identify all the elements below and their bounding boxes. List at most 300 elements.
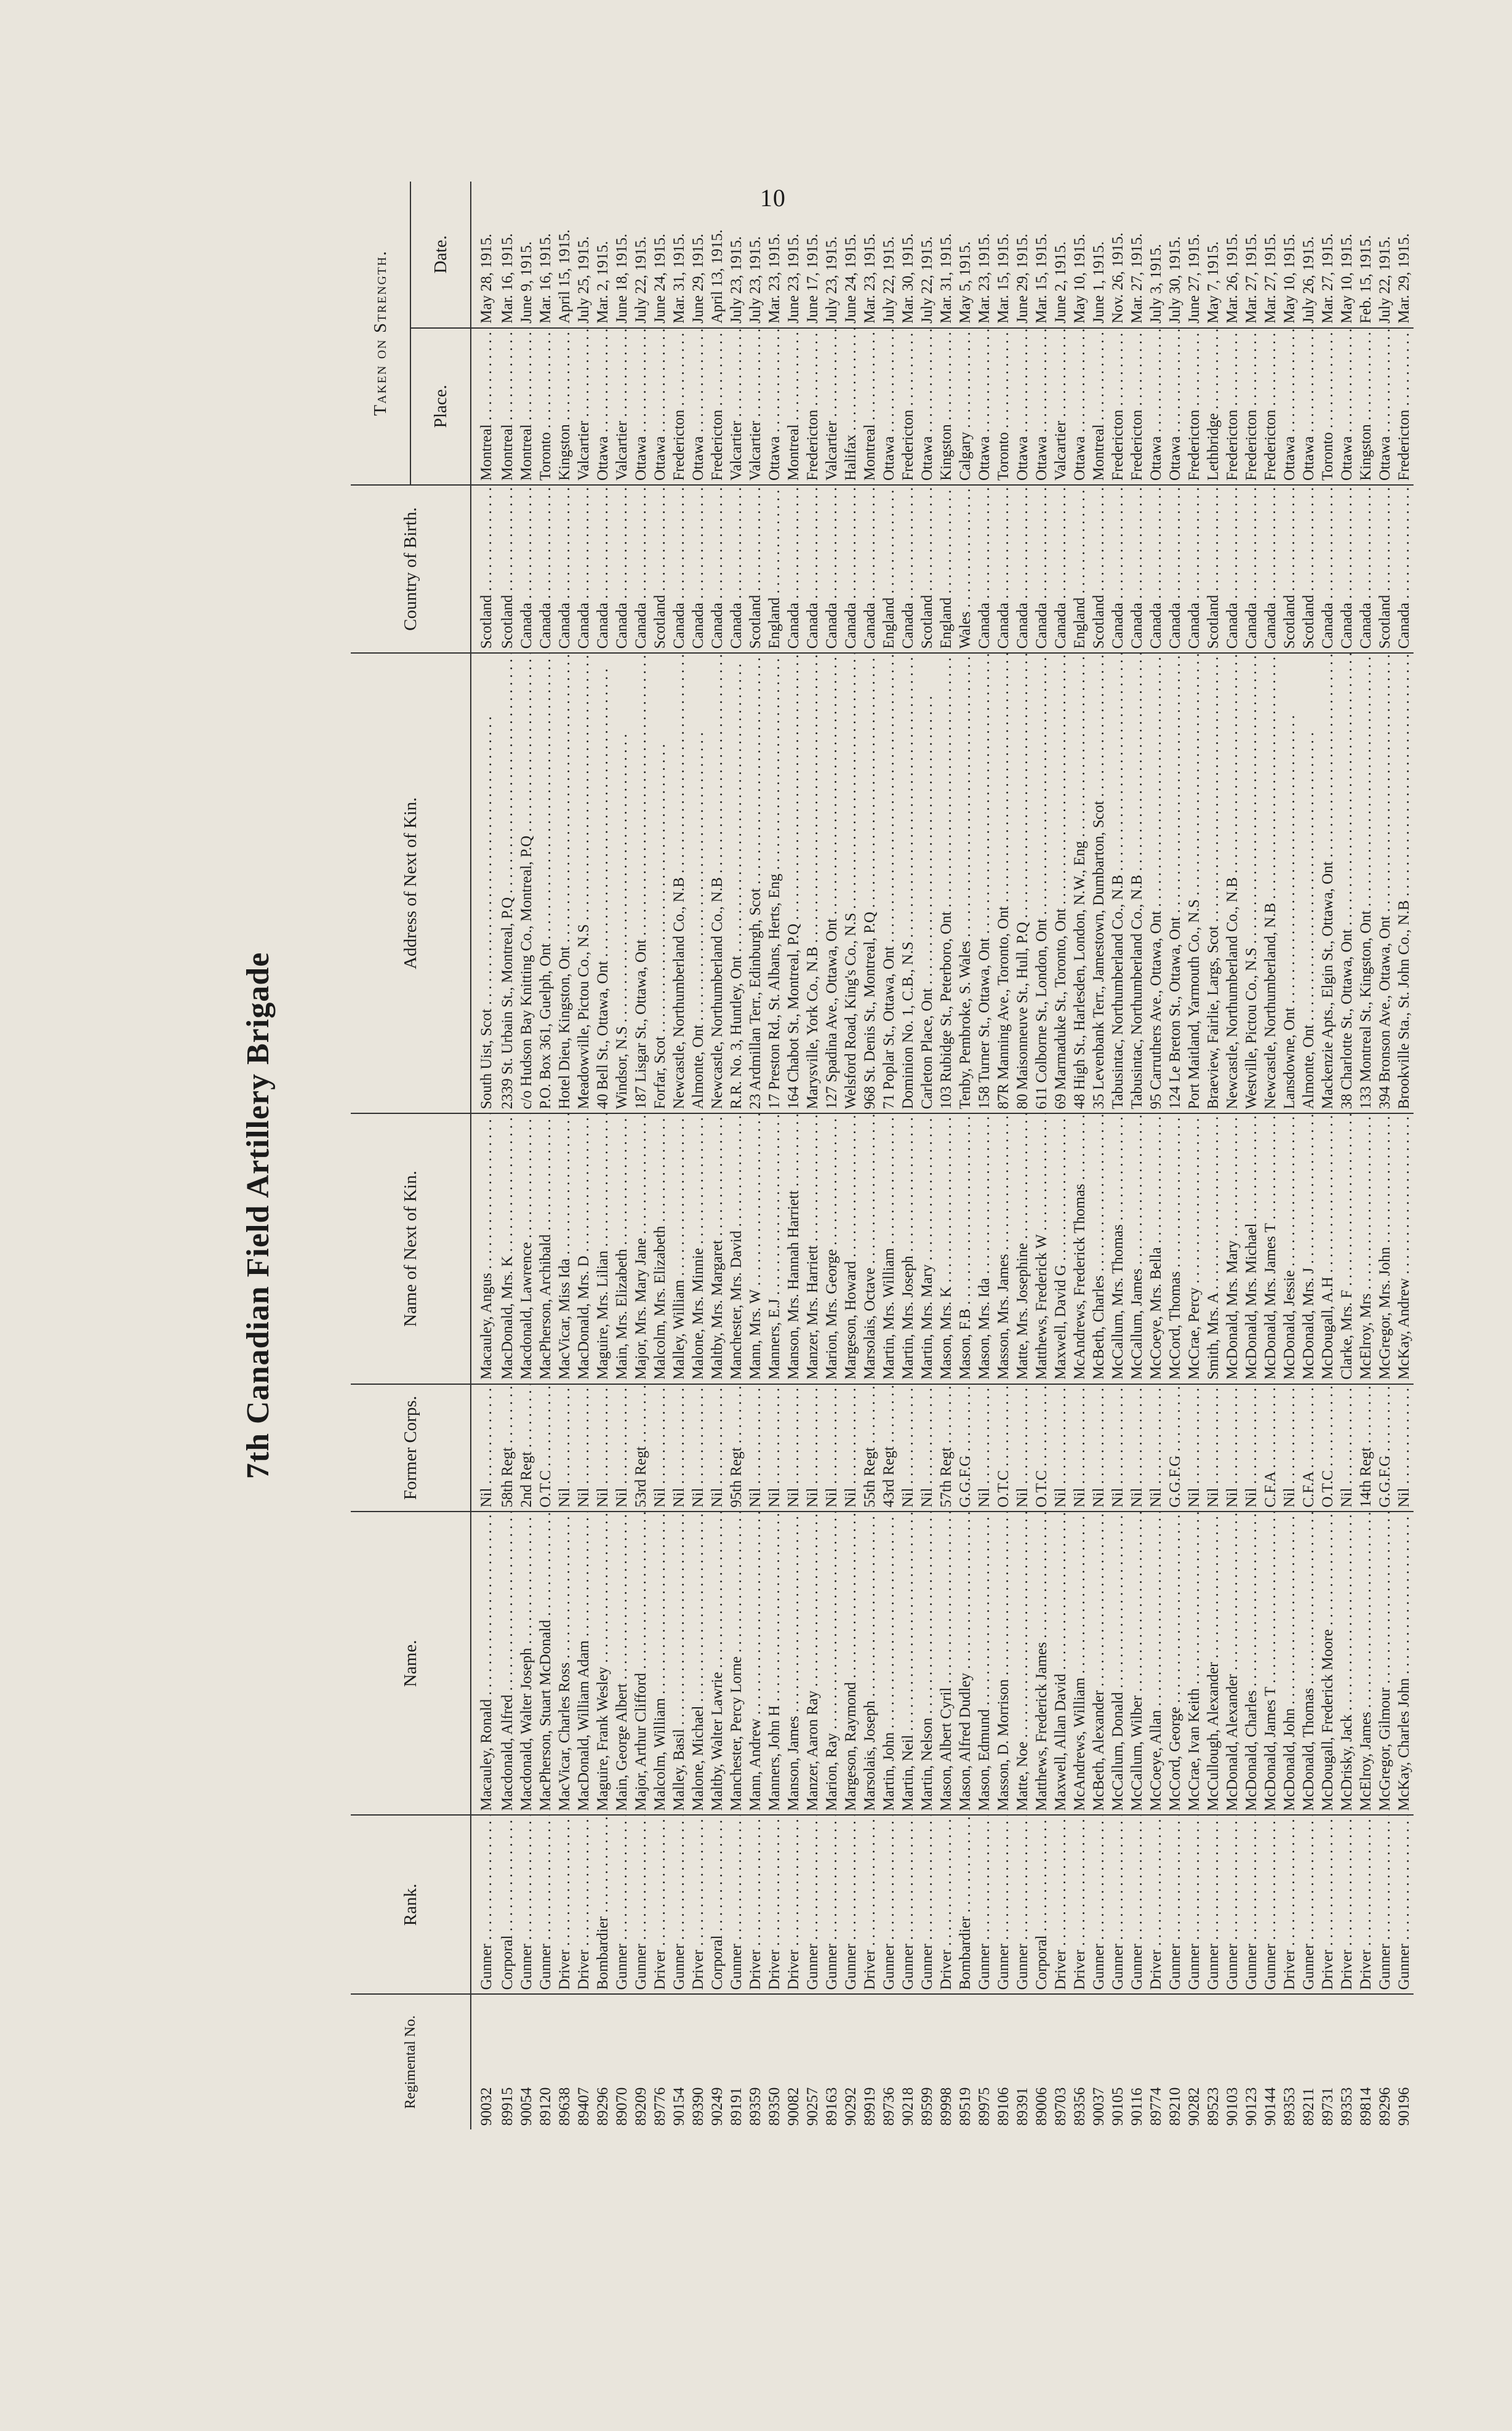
- name-text: McDonald, Alexander . . .: [1224, 1512, 1241, 1811]
- place-text: Montreal . . .: [785, 328, 802, 481]
- cell-place: [670, 328, 689, 485]
- next-of-kin-text: Margeson, Howard . . .: [842, 1113, 859, 1379]
- address-text: Tabusintac, Northumberland Co., N.B . . .: [1110, 653, 1126, 1109]
- cell-country-of-birth: [1127, 485, 1146, 653]
- next-of-kin-text: McDonald, Mrs. J . . .: [1300, 1113, 1317, 1379]
- regimental-no-text: 90037: [1090, 2087, 1107, 2126]
- cell-address: [937, 653, 956, 1113]
- table-row: [956, 182, 975, 2129]
- cell-former-corps: [1185, 1384, 1204, 1512]
- date-text: June 24, 1915.: [652, 233, 668, 324]
- rank-text: Gunner . . .: [1262, 1815, 1279, 1990]
- cell-place: [471, 328, 498, 485]
- regimental-no-text: 89919: [862, 2087, 878, 2126]
- cell-country-of-birth: [1299, 485, 1318, 653]
- cell-name: [937, 1512, 956, 1816]
- former-corps-text: 58th Regt . . .: [499, 1384, 516, 1508]
- cell-date: [708, 182, 727, 328]
- former-corps-text: G.G.F.G . . .: [957, 1384, 974, 1508]
- cell-date: [498, 182, 517, 328]
- rank-text: Gunner . . .: [1224, 1815, 1241, 1990]
- cell-rank: [1204, 1815, 1223, 1994]
- cell-regimental-no: [765, 1994, 784, 2129]
- place-text: Ottawa . . .: [594, 328, 611, 481]
- next-of-kin-text: Manchester, Mrs. David . . .: [728, 1113, 745, 1379]
- address-text: Almonte, Ont . . .: [1300, 732, 1317, 1110]
- cell-next-of-kin: [1166, 1113, 1185, 1384]
- cell-date: [1394, 182, 1414, 328]
- rank-text: Driver . . .: [766, 1815, 783, 1990]
- cell-date: [574, 182, 593, 328]
- date-text: Mar. 2, 1915.: [594, 241, 611, 324]
- cell-rank: [975, 1815, 994, 1994]
- cell-former-corps: [631, 1384, 650, 1512]
- table-row: [1280, 182, 1299, 2129]
- cell-former-corps: [1146, 1384, 1166, 1512]
- place-text: Ottawa . . .: [976, 328, 993, 481]
- cell-country-of-birth: [708, 485, 727, 653]
- country-of-birth-text: Scotland . . .: [1377, 485, 1393, 649]
- country-of-birth-text: Canada . . .: [518, 485, 535, 649]
- cell-next-of-kin: [574, 1113, 593, 1384]
- cell-former-corps: [650, 1384, 670, 1512]
- table-row: [708, 182, 727, 2129]
- place-text: Kingston . . .: [1358, 328, 1374, 481]
- cell-former-corps: [879, 1384, 898, 1512]
- next-of-kin-text: McDonald, Mrs. Mary . . .: [1224, 1113, 1241, 1379]
- cell-former-corps: [1280, 1384, 1299, 1512]
- date-text: May 10, 1915.: [1071, 233, 1088, 324]
- date-text: May 28, 1915.: [478, 233, 495, 324]
- address-text: Brookville Sta., St. John Co., N.B . . .: [1396, 653, 1412, 1109]
- place-text: Halifax . . .: [842, 328, 859, 481]
- next-of-kin-text: McDonald, Mrs. Michael . . .: [1243, 1113, 1260, 1379]
- cell-regimental-no: [536, 1994, 555, 2129]
- cell-rank: [574, 1815, 593, 1994]
- cell-former-corps: [536, 1384, 555, 1512]
- rank-text: Driver . . .: [1281, 1815, 1298, 1990]
- cell-next-of-kin: [1127, 1113, 1146, 1384]
- place-text: Ottawa . . .: [1300, 328, 1317, 481]
- former-corps-text: Nil . . .: [1071, 1384, 1088, 1508]
- next-of-kin-text: McCallum, Mrs. Thomas . . .: [1110, 1113, 1126, 1379]
- cell-name: [517, 1512, 536, 1816]
- name-text: Marsolais, Joseph . . .: [862, 1512, 878, 1811]
- place-text: Fredericton . . .: [1224, 328, 1241, 481]
- cell-next-of-kin: [1185, 1113, 1204, 1384]
- cell-country-of-birth: [1013, 485, 1032, 653]
- cell-address: [860, 653, 879, 1113]
- next-of-kin-text: Maguire, Mrs. Lilian . . .: [594, 1113, 611, 1379]
- date-text: Mar. 31, 1915.: [671, 233, 687, 324]
- cell-regimental-no: [803, 1994, 822, 2129]
- place-text: Valcartier . . .: [1052, 328, 1069, 481]
- cell-former-corps: [1261, 1384, 1280, 1512]
- address-text: Dominion No. 1, C.B., N.S . . .: [900, 653, 916, 1109]
- name-text: McDonald, James T . . .: [1262, 1512, 1279, 1811]
- rank-text: Driver . . .: [652, 1815, 668, 1990]
- cell-rank: [650, 1815, 670, 1994]
- cell-name: [1089, 1512, 1108, 1816]
- regimental-no-text: 90292: [842, 2087, 859, 2126]
- cell-former-corps: [1299, 1384, 1318, 1512]
- cell-regimental-no: [593, 1994, 612, 2129]
- cell-date: [1337, 182, 1356, 328]
- cell-name: [1337, 1512, 1356, 1816]
- cell-date: [1261, 182, 1280, 328]
- address-text: Braeview, Fairlie, Largs, Scot . . .: [1205, 653, 1222, 1109]
- country-of-birth-text: England . . .: [1071, 485, 1088, 649]
- cell-former-corps: [994, 1384, 1013, 1512]
- table-row: [860, 182, 879, 2129]
- cell-next-of-kin: [803, 1113, 822, 1384]
- country-of-birth-text: Wales . . .: [957, 485, 974, 649]
- cell-date: [1280, 182, 1299, 328]
- cell-address: [612, 653, 631, 1113]
- place-text: Montreal . . .: [1090, 328, 1107, 481]
- table-row: [1051, 182, 1070, 2129]
- regimental-no-text: 90154: [671, 2087, 687, 2126]
- cell-country-of-birth: [1070, 485, 1089, 653]
- date-text: July 22, 1915.: [881, 236, 897, 324]
- cell-date: [860, 182, 879, 328]
- date-text: July 22, 1915.: [633, 236, 649, 324]
- cell-rank: [1070, 1815, 1089, 1994]
- table-row: [1337, 182, 1356, 2129]
- cell-name: [918, 1512, 937, 1816]
- place-text: Toronto . . .: [537, 328, 554, 481]
- cell-next-of-kin: [1051, 1113, 1070, 1384]
- address-text: 17 Preston Rd., St. Albans, Herts, Eng . . .: [766, 653, 783, 1109]
- former-corps-text: Nil . . .: [747, 1384, 764, 1508]
- address-text: Almonte, Ont . . .: [690, 732, 706, 1110]
- header-regimental-no: Regimental No.: [351, 1994, 471, 2129]
- table-row: [1127, 182, 1146, 2129]
- cell-date: [727, 182, 746, 328]
- name-text: Main, George Albert . . .: [614, 1512, 630, 1811]
- place-text: Ottawa . . .: [1167, 328, 1183, 481]
- former-corps-text: 95th Regt . . .: [728, 1384, 745, 1508]
- name-text: Martin, Nelson . . .: [919, 1512, 935, 1811]
- cell-place: [1337, 328, 1356, 485]
- next-of-kin-text: Manson, Mrs. Hannah Harriett . . .: [785, 1113, 802, 1379]
- header-country-of-birth: Country of Birth.: [351, 485, 471, 653]
- former-corps-text: Nil . . .: [919, 1384, 935, 1508]
- next-of-kin-text: Martin, Mrs. Mary . . .: [919, 1113, 935, 1379]
- date-text: Mar. 27, 1915.: [1243, 233, 1260, 324]
- table-row: [1375, 182, 1394, 2129]
- regimental-no-text: 90116: [1129, 2088, 1145, 2126]
- country-of-birth-text: Canada . . .: [1262, 485, 1279, 649]
- date-text: Nov. 26, 1915.: [1110, 232, 1126, 324]
- cell-place: [879, 328, 898, 485]
- place-text: Montreal . . .: [518, 328, 535, 481]
- cell-country-of-birth: [574, 485, 593, 653]
- place-text: Ottawa . . .: [1033, 328, 1050, 481]
- place-text: Montreal . . .: [862, 328, 878, 481]
- cell-next-of-kin: [1032, 1113, 1051, 1384]
- cell-regimental-no: [1185, 1994, 1204, 2129]
- next-of-kin-text: McDonald, Mrs. James T . . .: [1262, 1113, 1279, 1379]
- rank-text: Corporal . . .: [1033, 1815, 1050, 1990]
- regimental-no-text: 89776: [652, 2087, 668, 2126]
- cell-next-of-kin: [555, 1113, 574, 1384]
- table-row: [612, 182, 631, 2129]
- place-text: Fredericton . . .: [1243, 328, 1260, 481]
- cell-former-corps: [471, 1384, 498, 1512]
- former-corps-text: Nil . . .: [614, 1384, 630, 1508]
- next-of-kin-text: Smith, Mrs. A . . .: [1205, 1113, 1222, 1379]
- address-text: Westville, Pictou Co., N.S . . .: [1243, 655, 1260, 1110]
- table-row: [918, 182, 937, 2129]
- country-of-birth-text: Canada . . .: [823, 485, 840, 649]
- cell-address: [1261, 653, 1280, 1113]
- table-row: [536, 182, 555, 2129]
- date-text: Mar. 15, 1915.: [1033, 233, 1050, 324]
- cell-name: [1280, 1512, 1299, 1816]
- place-text: Ottawa . . .: [652, 328, 668, 481]
- cell-name: [765, 1512, 784, 1816]
- country-of-birth-text: Canada . . .: [1148, 485, 1164, 649]
- table-row: [670, 182, 689, 2129]
- name-text: Matte, Noe . . .: [1014, 1512, 1031, 1811]
- address-text: 164 Chabot St., Montreal, P.Q . . .: [785, 653, 802, 1109]
- date-text: Mar. 16, 1915.: [499, 233, 516, 324]
- cell-place: [536, 328, 555, 485]
- cell-next-of-kin: [1356, 1113, 1375, 1384]
- table-row: [937, 182, 956, 2129]
- cell-country-of-birth: [1375, 485, 1394, 653]
- cell-next-of-kin: [517, 1113, 536, 1384]
- cell-next-of-kin: [471, 1113, 498, 1384]
- cell-next-of-kin: [1337, 1113, 1356, 1384]
- regimental-no-text: 90257: [804, 2087, 821, 2126]
- cell-rank: [1394, 1815, 1414, 1994]
- cell-country-of-birth: [956, 485, 975, 653]
- rank-text: Driver . . .: [1052, 1815, 1069, 1990]
- cell-former-corps: [727, 1384, 746, 1512]
- cell-name: [1223, 1512, 1242, 1816]
- regimental-no-text: 90249: [709, 2087, 726, 2126]
- country-of-birth-text: Canada . . .: [1186, 485, 1202, 649]
- next-of-kin-text: Malone, Mrs. Minnie . . .: [690, 1113, 706, 1379]
- cell-next-of-kin: [689, 1113, 708, 1384]
- rank-text: Gunner . . .: [633, 1815, 649, 1990]
- table-row: [1394, 182, 1414, 2129]
- cell-next-of-kin: [1318, 1113, 1337, 1384]
- name-text: McCrae, Ivan Keith . . .: [1186, 1512, 1202, 1811]
- cell-place: [517, 328, 536, 485]
- date-text: Feb. 15, 1915.: [1358, 234, 1374, 324]
- date-text: July 30, 1915.: [1167, 236, 1183, 324]
- cell-next-of-kin: [612, 1113, 631, 1384]
- address-text: 95 Carruthers Ave., Ottawa, Ont . . .: [1148, 653, 1164, 1109]
- address-text: 158 Turner St., Ottawa, Ont . . .: [976, 653, 993, 1109]
- next-of-kin-text: Macdonald, Lawrence . . .: [518, 1113, 535, 1379]
- cell-regimental-no: [918, 1994, 937, 2129]
- country-of-birth-text: Canada . . .: [785, 485, 802, 649]
- address-text: 611 Colborne St., London, Ont . . .: [1033, 653, 1050, 1109]
- cell-date: [1127, 182, 1146, 328]
- country-of-birth-text: Scotland . . .: [652, 485, 668, 649]
- next-of-kin-text: Malley, William . . .: [671, 1113, 687, 1379]
- cell-name: [1108, 1512, 1127, 1816]
- place-text: Fredericton . . .: [1129, 328, 1145, 481]
- former-corps-text: O.T.C . . .: [537, 1384, 554, 1508]
- date-text: Mar. 15, 1915.: [995, 233, 1012, 324]
- cell-place: [689, 328, 708, 485]
- table-row: [517, 182, 536, 2129]
- address-text: Welsford Road, King's Co., N.S . . .: [842, 653, 859, 1109]
- name-text: Martin, Neil . . .: [900, 1512, 916, 1811]
- date-text: Mar. 23, 1915.: [862, 233, 878, 324]
- header-date: Date.: [410, 182, 471, 328]
- cell-regimental-no: [1337, 1994, 1356, 2129]
- rank-text: Driver . . .: [690, 1815, 706, 1990]
- address-text: 40 Bell St., Ottawa, Ont . . .: [594, 668, 611, 1109]
- date-text: July 25, 1915.: [575, 236, 592, 324]
- table-row: [471, 182, 498, 2129]
- address-text: Port Maitland, Yarmouth Co., N.S . . .: [1186, 653, 1202, 1109]
- address-text: Mackenzie Apts., Elgin St., Ottawa, Ont . . .: [1319, 653, 1336, 1109]
- cell-former-corps: [555, 1384, 574, 1512]
- table-row: [803, 182, 822, 2129]
- cell-address: [1127, 653, 1146, 1113]
- former-corps-text: 43rd Regt . . .: [881, 1384, 897, 1508]
- name-text: McCord, George . . .: [1167, 1512, 1183, 1811]
- address-text: 35 Levenbank Terr., Jamestown, Dumbarton, Scot . . .: [1090, 653, 1107, 1109]
- rank-text: Gunner . . .: [1129, 1815, 1145, 1990]
- rank-text: Driver . . .: [747, 1815, 764, 1990]
- next-of-kin-text: McCord, Thomas . . .: [1167, 1113, 1183, 1379]
- cell-country-of-birth: [536, 485, 555, 653]
- cell-regimental-no: [860, 1994, 879, 2129]
- cell-regimental-no: [956, 1994, 975, 2129]
- date-text: June 23, 1915.: [785, 233, 802, 324]
- name-text: Manchester, Percy Lorne . . .: [728, 1512, 745, 1811]
- cell-regimental-no: [1356, 1994, 1375, 2129]
- cell-address: [1032, 653, 1051, 1113]
- next-of-kin-text: Macauley, Angus . . .: [478, 1113, 495, 1379]
- former-corps-text: Nil . . .: [1090, 1384, 1107, 1508]
- regimental-no-text: 89736: [881, 2087, 897, 2126]
- cell-regimental-no: [841, 1994, 860, 2129]
- cell-place: [1318, 328, 1337, 485]
- next-of-kin-text: McKay, Andrew . . .: [1396, 1113, 1412, 1379]
- former-corps-text: O.T.C . . .: [1319, 1384, 1336, 1508]
- cell-regimental-no: [650, 1994, 670, 2129]
- date-text: Mar. 16, 1915.: [537, 233, 554, 324]
- table-row: [1070, 182, 1089, 2129]
- cell-country-of-birth: [975, 485, 994, 653]
- cell-date: [593, 182, 612, 328]
- cell-address: [1337, 653, 1356, 1113]
- regimental-no-text: 89391: [1014, 2087, 1031, 2126]
- name-text: Martin, John . . .: [881, 1512, 897, 1811]
- cell-date: [689, 182, 708, 328]
- regimental-no-text: 89774: [1148, 2087, 1164, 2126]
- cell-rank: [1013, 1815, 1032, 1994]
- former-corps-text: Nil . . .: [1338, 1384, 1355, 1508]
- former-corps-text: Nil . . .: [1148, 1384, 1164, 1508]
- cell-regimental-no: [574, 1994, 593, 2129]
- regimental-no-text: 90218: [900, 2087, 916, 2126]
- cell-place: [975, 328, 994, 485]
- address-text: 127 Spadina Ave., Ottawa, Ont . . .: [823, 653, 840, 1109]
- cell-name: [898, 1512, 918, 1816]
- country-of-birth-text: Scotland . . .: [1300, 485, 1317, 649]
- cell-address: [1051, 653, 1070, 1113]
- cell-country-of-birth: [471, 485, 498, 653]
- address-text: 124 Le Breton St., Ottawa, Ont . . .: [1167, 653, 1183, 1109]
- next-of-kin-text: Mason, F.B . . .: [957, 1113, 974, 1379]
- name-text: McDonald, Charles . . .: [1243, 1512, 1260, 1811]
- cell-address: [1146, 653, 1166, 1113]
- cell-rank: [689, 1815, 708, 1994]
- cell-country-of-birth: [841, 485, 860, 653]
- country-of-birth-text: Canada . . .: [1396, 485, 1412, 649]
- regimental-no-text: 89296: [594, 2087, 611, 2126]
- next-of-kin-text: Maxwell, David G . . .: [1052, 1113, 1069, 1379]
- header-place: Place.: [410, 328, 471, 485]
- cell-next-of-kin: [1280, 1113, 1299, 1384]
- cell-name: [689, 1512, 708, 1816]
- cell-regimental-no: [631, 1994, 650, 2129]
- cell-country-of-birth: [1223, 485, 1242, 653]
- cell-place: [1013, 328, 1032, 485]
- regimental-no-text: 89211: [1300, 2088, 1317, 2126]
- place-text: Montreal . . .: [499, 328, 516, 481]
- place-text: Ottawa . . .: [1338, 328, 1355, 481]
- place-text: Toronto . . .: [1319, 328, 1336, 481]
- former-corps-text: 53rd Regt . . .: [633, 1384, 649, 1508]
- date-text: Mar. 27, 1915.: [1262, 233, 1279, 324]
- table-row: [879, 182, 898, 2129]
- address-text: 187 Lisgar St., Ottawa, Ont . . .: [633, 653, 649, 1109]
- regimental-no-text: 90282: [1186, 2087, 1202, 2126]
- cell-former-corps: [803, 1384, 822, 1512]
- country-of-birth-text: Canada . . .: [1243, 485, 1260, 649]
- cell-address: [784, 653, 803, 1113]
- cell-next-of-kin: [593, 1113, 612, 1384]
- address-text: Lansdowne, Ont . . .: [1281, 715, 1298, 1109]
- cell-place: [650, 328, 670, 485]
- date-text: July 26, 1915.: [1300, 236, 1317, 324]
- table-row: [1204, 182, 1223, 2129]
- date-text: June 27, 1915.: [1186, 233, 1202, 324]
- cell-rank: [593, 1815, 612, 1994]
- cell-former-corps: [1356, 1384, 1375, 1512]
- place-text: Fredericton . . .: [1262, 328, 1279, 481]
- cell-place: [1070, 328, 1089, 485]
- cell-address: [1242, 653, 1261, 1113]
- rank-text: Gunner . . .: [842, 1815, 859, 1990]
- cell-regimental-no: [498, 1994, 517, 2129]
- name-text: Malone, Michael . . .: [690, 1512, 706, 1811]
- cell-regimental-no: [1204, 1994, 1223, 2129]
- cell-date: [1375, 182, 1394, 328]
- cell-regimental-no: [1223, 1994, 1242, 2129]
- cell-place: [746, 328, 765, 485]
- cell-former-corps: [517, 1384, 536, 1512]
- former-corps-text: Nil . . .: [900, 1384, 916, 1508]
- date-text: June 18, 1915.: [614, 233, 630, 324]
- name-text: Mann, Andrew . . .: [747, 1512, 764, 1811]
- former-corps-text: Nil . . .: [1396, 1384, 1412, 1508]
- cell-name: [1375, 1512, 1394, 1816]
- cell-place: [1299, 328, 1318, 485]
- country-of-birth-text: Canada . . .: [976, 485, 993, 649]
